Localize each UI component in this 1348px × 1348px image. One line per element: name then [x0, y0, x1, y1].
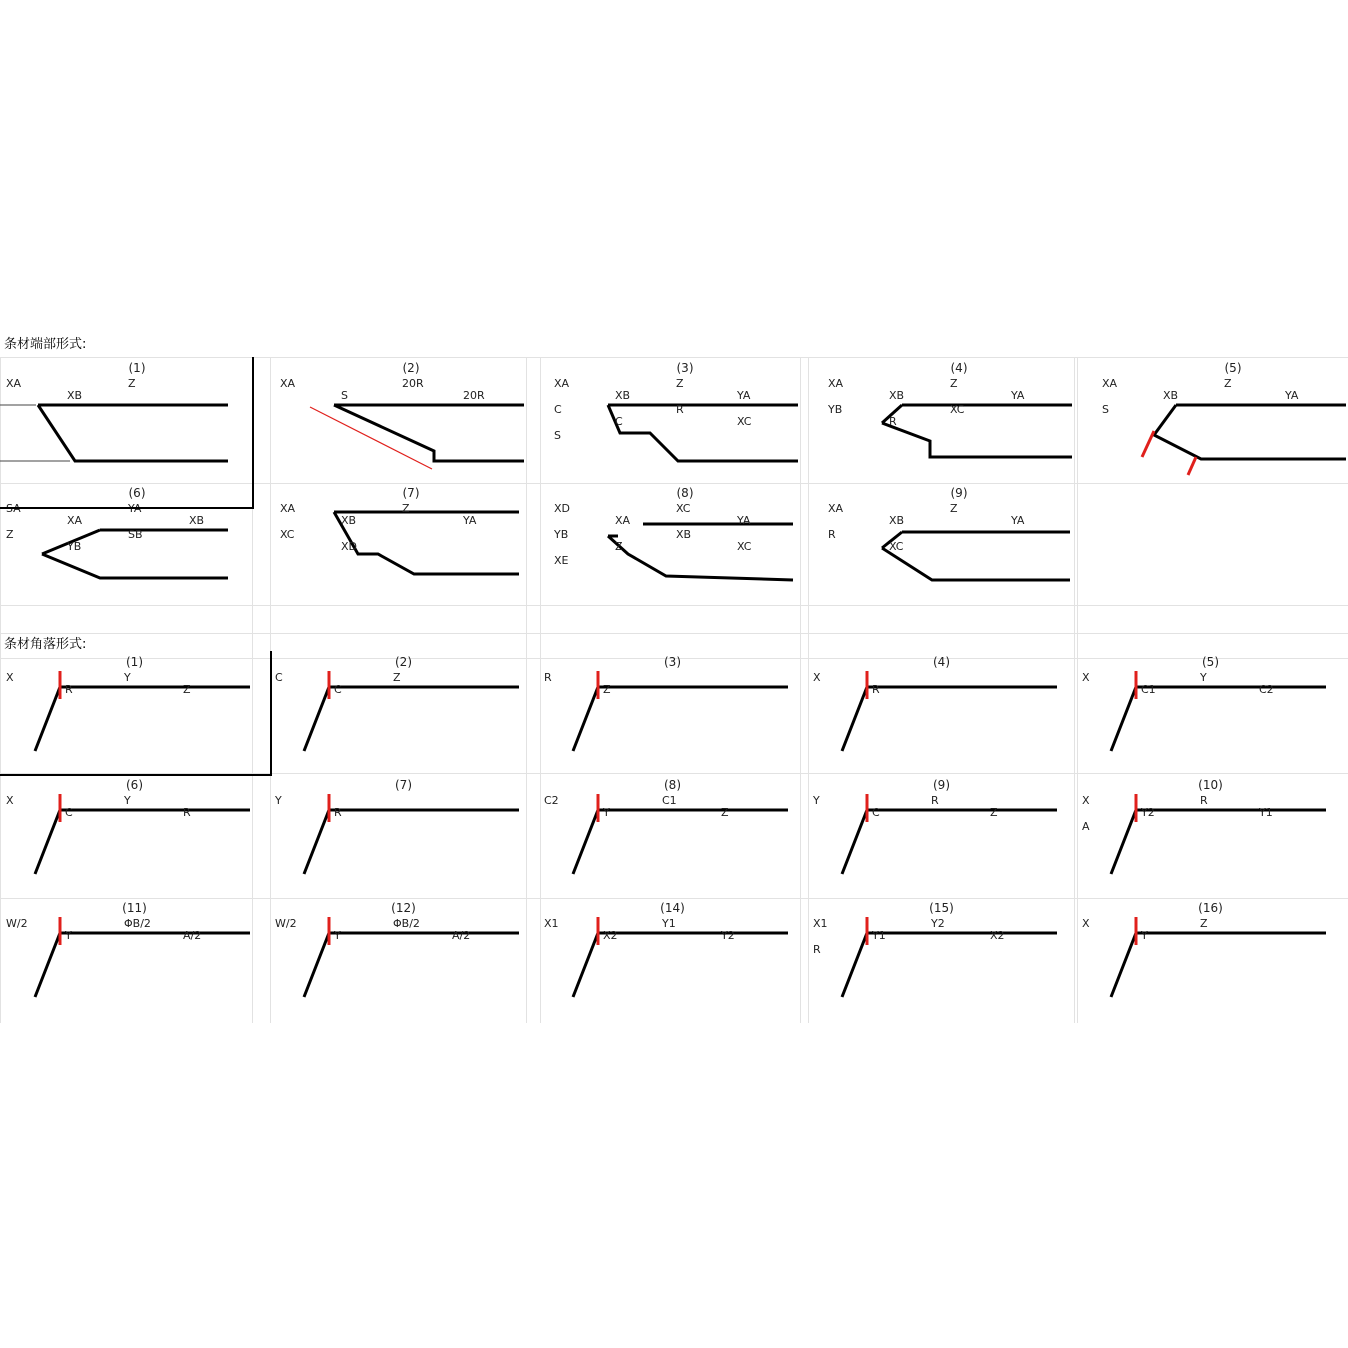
- dimension-label: XB: [889, 514, 905, 527]
- corner-form-cell: [269, 897, 538, 1020]
- corner-form-number: (11): [122, 901, 147, 915]
- corner-form-diagram: [538, 897, 807, 1020]
- dimension-label: Y: [334, 929, 341, 942]
- dimension-label: X: [6, 671, 14, 684]
- dimension-label: Y2: [931, 917, 945, 930]
- highlight-frame: [0, 357, 254, 509]
- dimension-label: XA: [1102, 377, 1118, 390]
- dimension-label: XA: [67, 514, 83, 527]
- dimension-label: Y: [124, 671, 131, 684]
- dimension-label: Z: [721, 806, 729, 819]
- dimension-label: R: [183, 806, 191, 819]
- dimension-label: Z: [1200, 917, 1208, 930]
- corner-form-number: (15): [929, 901, 954, 915]
- corner-form-diagram: [807, 774, 1076, 897]
- dimension-label: Z: [676, 377, 684, 390]
- end-form-cell: [1096, 357, 1348, 482]
- end-form-cell: [548, 482, 822, 607]
- corner-form-number: (8): [664, 778, 681, 792]
- dimension-label: X1: [813, 917, 828, 930]
- dimension-label: XB: [1163, 389, 1179, 402]
- end-form-number: (3): [676, 361, 694, 375]
- dimension-label: YB: [67, 540, 82, 553]
- dimension-label: A/2: [452, 929, 471, 942]
- end-form-cell: [548, 357, 822, 482]
- dimension-label: X: [1082, 794, 1090, 807]
- dimension-label: C: [275, 671, 283, 684]
- end-form-diagram: [548, 482, 822, 607]
- dimension-label: R: [676, 403, 684, 416]
- dimension-label: XB: [341, 514, 357, 527]
- dimension-label: S: [1102, 403, 1109, 416]
- corner-form-number: (5): [1202, 655, 1219, 669]
- end-form-number: (7): [402, 486, 420, 500]
- corner-form-diagram: [807, 897, 1076, 1020]
- end-form-cell: [822, 357, 1096, 482]
- dimension-label: S: [341, 389, 348, 402]
- dimension-label: Z: [402, 502, 410, 515]
- dimension-label: XB: [189, 514, 205, 527]
- dimension-label: Y: [65, 929, 72, 942]
- dimension-label: Z: [615, 540, 623, 553]
- dimension-label: YA: [1011, 389, 1025, 402]
- dimension-label: SB: [128, 528, 143, 541]
- end-form-cell: [274, 357, 548, 482]
- corner-form-diagram: [0, 897, 269, 1020]
- dimension-label: Z: [183, 683, 191, 696]
- dimension-label: Z: [603, 683, 611, 696]
- corner-form-diagram: [269, 897, 538, 1020]
- dimension-label: X: [1082, 671, 1090, 684]
- dimension-label: X2: [603, 929, 618, 942]
- dimension-label: Y: [603, 806, 610, 819]
- dimension-label: Y1: [662, 917, 676, 930]
- dimension-label: C: [554, 403, 562, 416]
- end-form-cell: [822, 482, 1096, 607]
- corner-form-cell: [538, 774, 807, 897]
- dimension-label: R: [813, 943, 821, 956]
- grid-row-line: [0, 633, 1348, 634]
- corner-form-cell: [269, 774, 538, 897]
- dimension-label: Y: [275, 794, 282, 807]
- dimension-label: R: [872, 683, 880, 696]
- dimension-label: Y1: [1259, 806, 1273, 819]
- end-form-number: (5): [1224, 361, 1242, 375]
- corner-form-number: (10): [1198, 778, 1223, 792]
- dimension-label: YA: [1011, 514, 1025, 527]
- dimension-label: XA: [615, 514, 631, 527]
- corner-form-cell: [1076, 897, 1345, 1020]
- dimension-label: X: [6, 794, 14, 807]
- dimension-label: XC: [950, 403, 965, 416]
- dimension-label: ΦB/2: [393, 917, 420, 930]
- dimension-label: XD: [341, 540, 358, 553]
- dimension-label: C1: [662, 794, 677, 807]
- dimension-label: Y2: [721, 929, 735, 942]
- corner-form-cell: [0, 897, 269, 1020]
- corner-form-diagram: [1076, 651, 1345, 774]
- corner-form-diagram: [1076, 897, 1345, 1020]
- corner-form-diagram: [538, 651, 807, 774]
- dimension-label: XC: [889, 540, 904, 553]
- end-form-diagram: [548, 357, 822, 482]
- end-form-number: (2): [402, 361, 420, 375]
- dimension-label: Y1: [872, 929, 886, 942]
- dimension-label: XC: [676, 502, 691, 515]
- dimension-label: Z: [950, 377, 958, 390]
- dimension-label: C2: [1259, 683, 1274, 696]
- corner-form-diagram: [807, 651, 1076, 774]
- dimension-label: R: [334, 806, 342, 819]
- dimension-label: Z: [950, 502, 958, 515]
- dimension-label: C: [334, 683, 342, 696]
- dimension-label: YA: [737, 514, 751, 527]
- dimension-label: YB: [828, 403, 843, 416]
- corner-form-diagram: [1076, 774, 1345, 897]
- highlight-frame: [0, 651, 272, 776]
- end-form-number: (6): [128, 486, 146, 500]
- dimension-label: 20R: [463, 389, 485, 402]
- dimension-label: Y2: [1141, 806, 1155, 819]
- dimension-label: R: [828, 528, 836, 541]
- dimension-label: R: [931, 794, 939, 807]
- dimension-label: C: [615, 415, 623, 428]
- dimension-label: Y: [124, 794, 131, 807]
- end-form-cell: [274, 482, 548, 607]
- dimension-label: YA: [463, 514, 477, 527]
- corner-form-cell: [807, 651, 1076, 774]
- corner-form-cell: [538, 651, 807, 774]
- dimension-label: XD: [554, 502, 571, 515]
- dimension-label: SA: [6, 502, 21, 515]
- dimension-label: R: [889, 415, 897, 428]
- dimension-label: Y: [813, 794, 820, 807]
- corner-form-cell: [538, 897, 807, 1020]
- corner-form-diagram: [538, 774, 807, 897]
- corner-form-number: (2): [395, 655, 412, 669]
- dimension-label: C: [65, 806, 73, 819]
- dimension-label: C: [872, 806, 880, 819]
- dimension-label: A: [1082, 820, 1090, 833]
- dimension-label: Z: [128, 377, 136, 390]
- dimension-label: YA: [737, 389, 751, 402]
- dimension-label: XA: [828, 377, 844, 390]
- corner-form-number: (3): [664, 655, 681, 669]
- end-form-number: (9): [950, 486, 968, 500]
- corner-form-number: (7): [395, 778, 412, 792]
- dimension-label: XC: [737, 415, 752, 428]
- dimension-label: A/2: [183, 929, 202, 942]
- dimension-label: XB: [67, 389, 83, 402]
- end-form-diagram: [822, 482, 1096, 607]
- end-form-diagram: [1096, 357, 1348, 482]
- dimension-label: XE: [554, 554, 569, 567]
- corner-form-number: (12): [391, 901, 416, 915]
- dimension-label: C1: [1141, 683, 1156, 696]
- spreadsheet-area: [0, 333, 1348, 1023]
- dimension-label: XA: [280, 502, 296, 515]
- end-form-number: (4): [950, 361, 968, 375]
- corner-form-diagram: [269, 651, 538, 774]
- corner-form-cell: [1076, 774, 1345, 897]
- dimension-label: Z: [990, 806, 998, 819]
- corner-form-number: (9): [933, 778, 950, 792]
- corner-form-cell: [1076, 651, 1345, 774]
- corner-form-number: (16): [1198, 901, 1223, 915]
- corner-forms-title: 条材角落形式:: [4, 637, 87, 652]
- corner-form-diagram: [269, 774, 538, 897]
- end-forms-title: 条材端部形式:: [4, 337, 87, 352]
- dimension-label: R: [1200, 794, 1208, 807]
- dimension-label: R: [544, 671, 552, 684]
- dimension-label: X: [813, 671, 821, 684]
- dimension-label: X1: [544, 917, 559, 930]
- dimension-label: XB: [889, 389, 905, 402]
- dimension-label: W/2: [6, 917, 28, 930]
- dimension-label: YB: [554, 528, 569, 541]
- dimension-label: YA: [1285, 389, 1299, 402]
- corner-form-cell: [807, 897, 1076, 1020]
- dimension-label: YA: [128, 502, 142, 515]
- corner-form-number: (4): [933, 655, 950, 669]
- dimension-label: XB: [615, 389, 631, 402]
- dimension-label: W/2: [275, 917, 297, 930]
- end-form-number: (8): [676, 486, 694, 500]
- end-form-diagram: [274, 482, 548, 607]
- dimension-label: C2: [544, 794, 559, 807]
- end-form-diagram: [822, 357, 1096, 482]
- dimension-label: Z: [1224, 377, 1232, 390]
- dimension-label: XB: [676, 528, 692, 541]
- dimension-label: X: [1082, 917, 1090, 930]
- dimension-label: Z: [6, 528, 14, 541]
- corner-form-cell: [269, 651, 538, 774]
- dimension-label: XC: [737, 540, 752, 553]
- end-form-diagram: [274, 357, 548, 482]
- dimension-label: X2: [990, 929, 1005, 942]
- dimension-label: ΦB/2: [124, 917, 151, 930]
- dimension-label: 20R: [402, 377, 424, 390]
- end-form-number: (1): [128, 361, 146, 375]
- corner-form-number: (14): [660, 901, 685, 915]
- dimension-label: XC: [280, 528, 295, 541]
- corner-form-cell: [0, 774, 269, 897]
- corner-form-cell: [807, 774, 1076, 897]
- corner-form-number: (1): [126, 655, 143, 669]
- dimension-label: XA: [280, 377, 296, 390]
- dimension-label: Z: [393, 671, 401, 684]
- dimension-label: XA: [554, 377, 570, 390]
- corner-form-diagram: [0, 774, 269, 897]
- dimension-label: S: [554, 429, 561, 442]
- corner-form-number: (6): [126, 778, 143, 792]
- dimension-label: Y: [1200, 671, 1207, 684]
- dimension-label: R: [65, 683, 73, 696]
- dimension-label: Y: [1141, 929, 1148, 942]
- dimension-label: XA: [6, 377, 22, 390]
- dimension-label: XA: [828, 502, 844, 515]
